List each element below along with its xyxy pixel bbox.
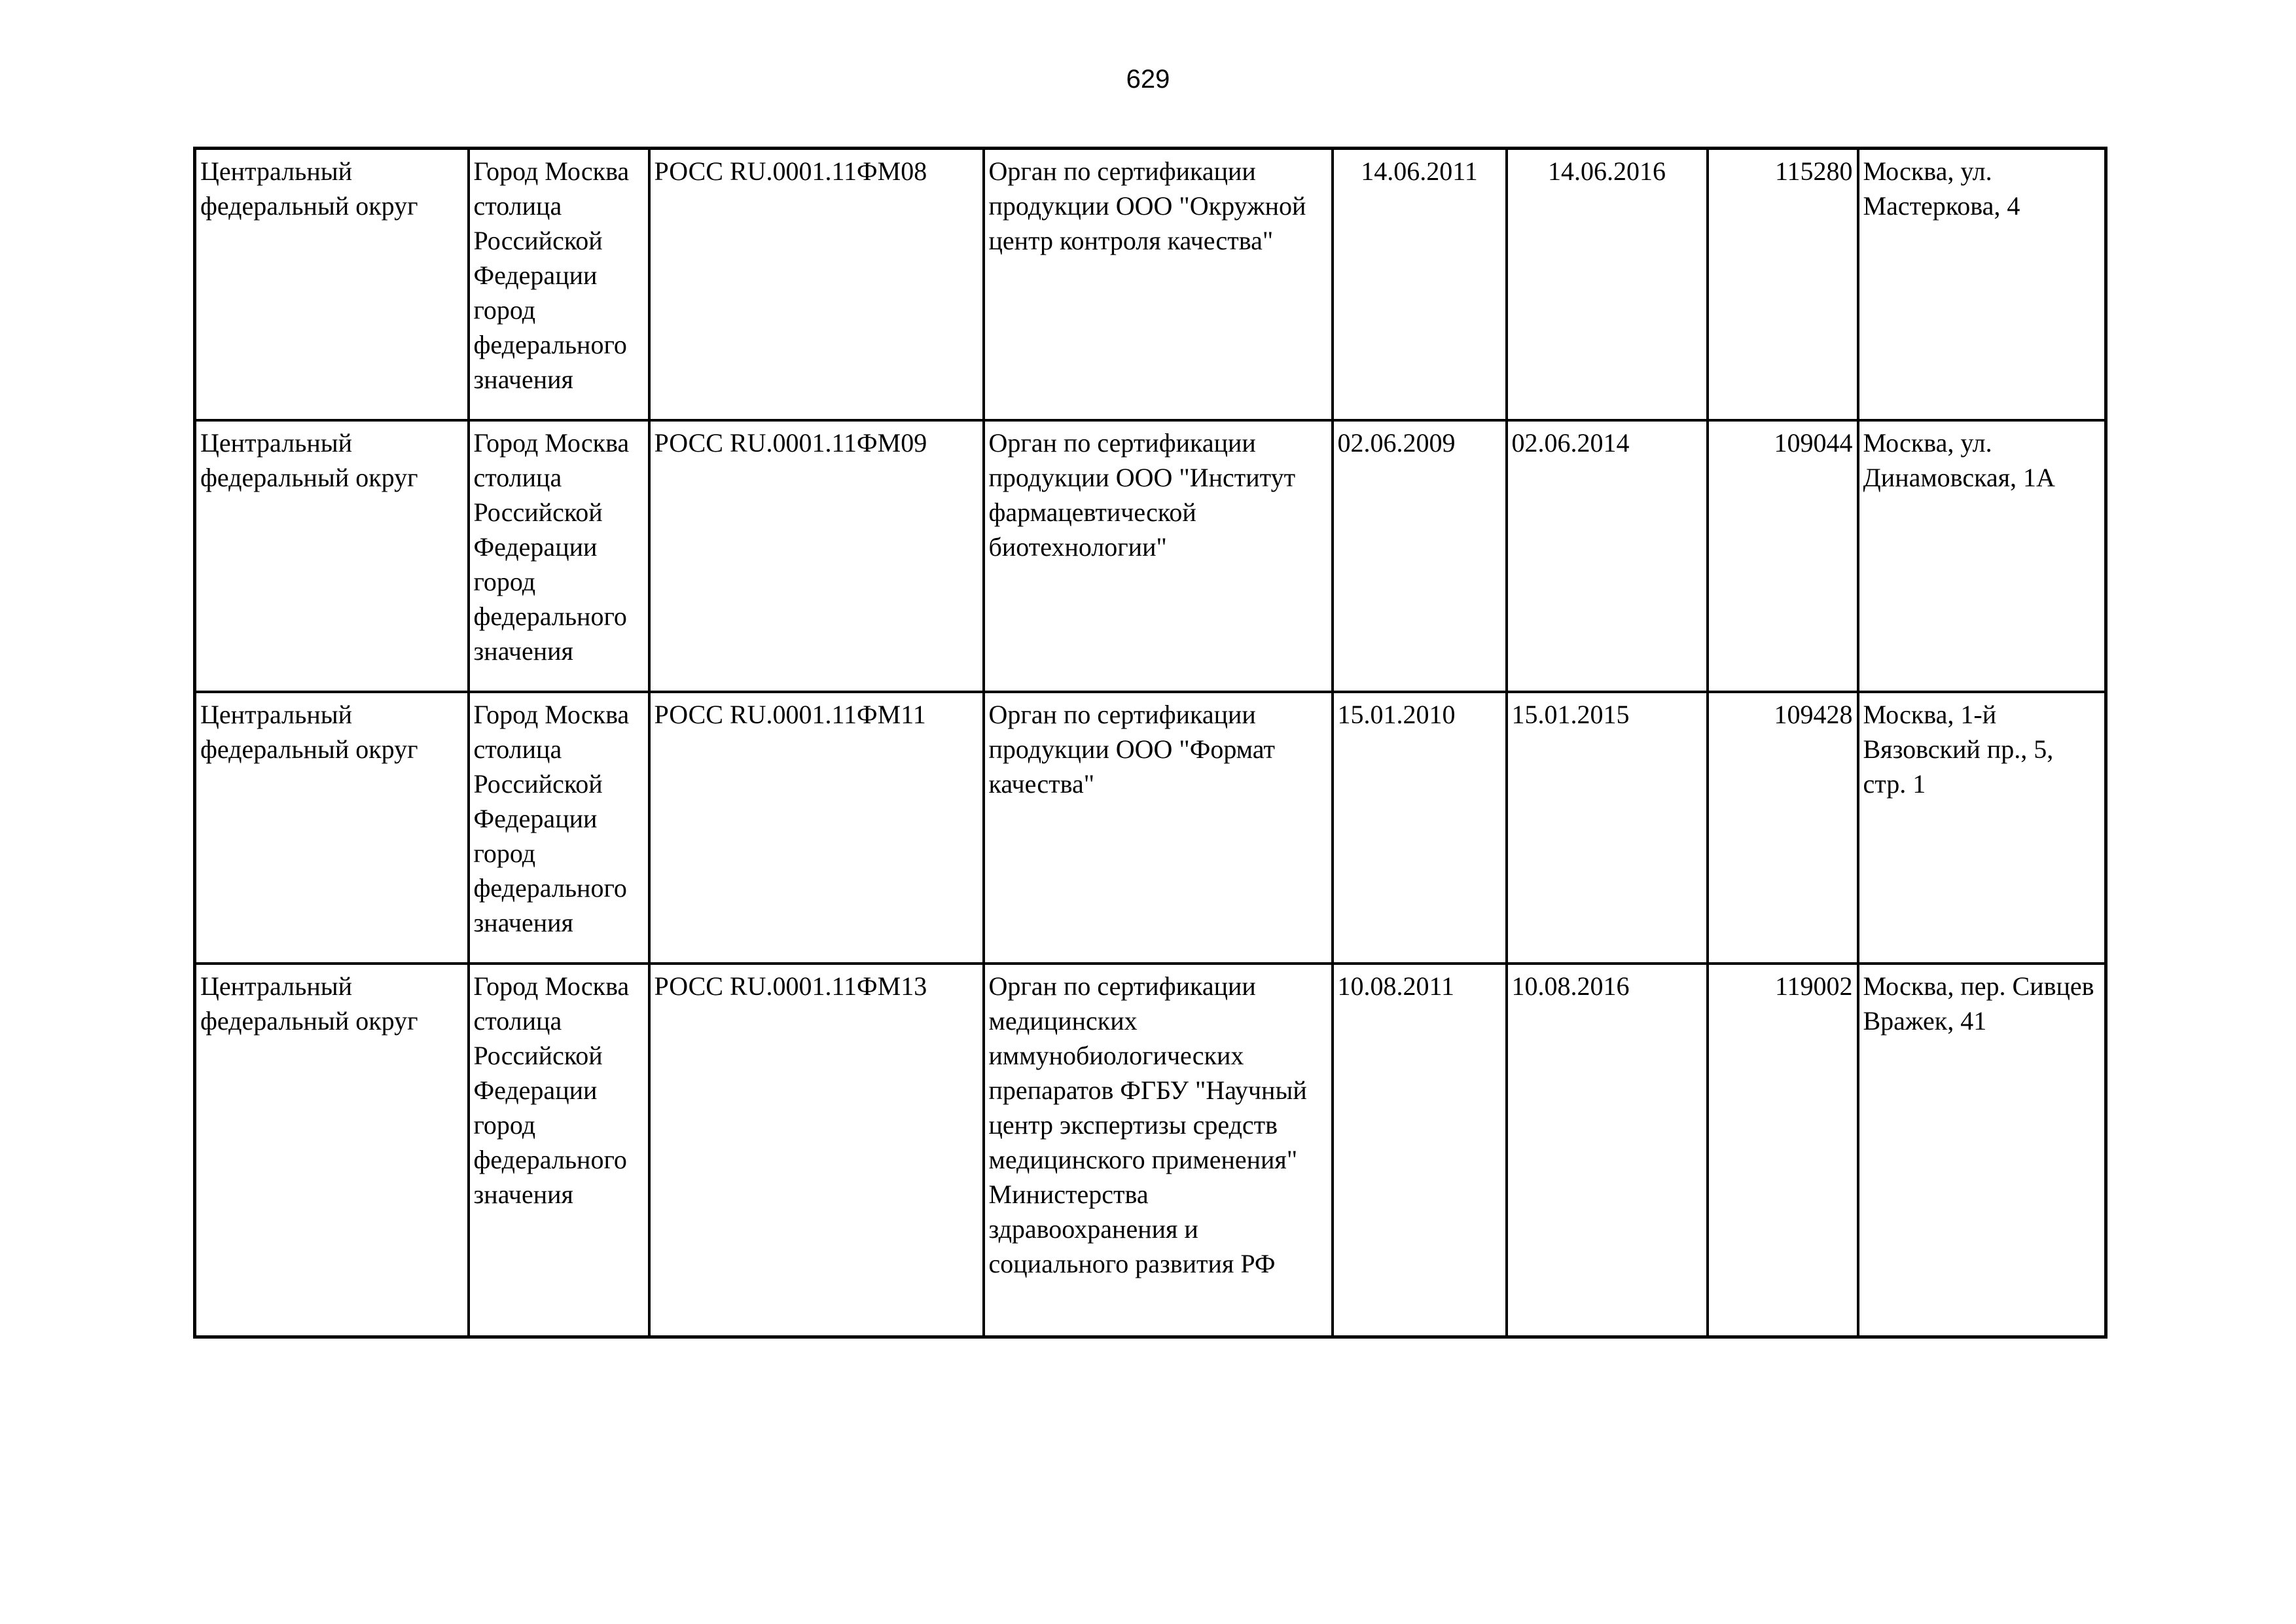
accreditation-cell [649,964,984,1337]
date-from: 02.06.2009 [1337,428,1456,458]
date-to-cell [1507,149,1708,421]
organization-cell [984,692,1333,964]
postcode-cell [1708,964,1858,1337]
address: Москва, ул. Мастеркова, 4 [1863,156,2020,221]
address: Москва, пер. Сивцев Вражек, 41 [1863,971,2094,1036]
table-row [195,149,2106,421]
date-to: 10.08.2016 [1511,971,1630,1001]
district-cell [195,692,469,964]
accreditation-number: РОСС RU.0001.11ФМ11 [654,700,926,729]
region-cell [469,964,649,1337]
page-number: 629 [1126,65,1170,94]
date-from: 15.01.2010 [1337,700,1456,729]
region-cell [469,149,649,421]
postcode: 115280 [1774,156,1853,186]
organization-name: Орган по сертификации продукции ООО "Окружной центр контроля качества" [988,156,1306,255]
date-to-cell [1507,964,1708,1337]
date-from-cell [1333,692,1507,964]
organization-cell [984,964,1333,1337]
address-cell [1858,964,2106,1337]
date-to: 02.06.2014 [1511,428,1630,458]
address-cell [1858,149,2106,421]
postcode-cell [1708,149,1858,421]
region-text: Город Москва столица Российской Федерации город федерального значения [473,971,630,1209]
address: Москва, 1-й Вязовский пр., 5, стр. 1 [1863,700,2054,799]
table-row [195,964,2106,1337]
table-row [195,420,2106,692]
organization-cell [984,420,1333,692]
organization-name: Орган по сертификации медицинских иммунобиологических препаратов ФГБУ "Научный центр экспертизы средств медицинского применения" Министерства здравоохранения и социального развития РФ [988,971,1307,1278]
region-cell [469,692,649,964]
date-to-cell [1507,420,1708,692]
accreditation-cell [649,420,984,692]
table-row [195,692,2106,964]
postcode-cell [1708,692,1858,964]
district-cell [195,420,469,692]
district-text: Центральный федеральный округ [200,971,418,1036]
date-from-cell [1333,149,1507,421]
date-from-cell [1333,964,1507,1337]
region-text: Город Москва столица Российской Федерации город федерального значения [473,428,630,666]
accreditation-number: РОСС RU.0001.11ФМ08 [654,156,927,186]
postcode: 109428 [1774,700,1853,729]
date-from: 10.08.2011 [1337,971,1455,1001]
organization-name: Орган по сертификации продукции ООО "Институт фармацевтической биотехнологии" [988,428,1296,562]
organization-cell [984,149,1333,421]
date-to-cell [1507,692,1708,964]
postcode: 109044 [1774,428,1853,458]
address-cell [1858,420,2106,692]
region-text: Город Москва столица Российской Федерации город федерального значения [473,156,630,394]
accreditation-cell [649,692,984,964]
district-text: Центральный федеральный округ [200,700,418,764]
postcode: 119002 [1774,971,1853,1001]
address: Москва, ул. Динамовская, 1А [1863,428,2055,492]
date-from: 14.06.2011 [1361,156,1478,186]
organization-name: Орган по сертификации продукции ООО "Формат качества" [988,700,1275,799]
date-from-cell [1333,420,1507,692]
district-text: Центральный федеральный округ [200,428,418,492]
district-text: Центральный федеральный округ [200,156,418,221]
date-to: 14.06.2016 [1548,156,1666,186]
region-text: Город Москва столица Российской Федерации город федерального значения [473,700,630,937]
certification-bodies-table [193,147,2108,1339]
date-to: 15.01.2015 [1511,700,1630,729]
district-cell [195,964,469,1337]
address-cell [1858,692,2106,964]
district-cell [195,149,469,421]
accreditation-cell [649,149,984,421]
postcode-cell [1708,420,1858,692]
accreditation-number: РОСС RU.0001.11ФМ13 [654,971,927,1001]
region-cell [469,420,649,692]
accreditation-number: РОСС RU.0001.11ФМ09 [654,428,927,458]
